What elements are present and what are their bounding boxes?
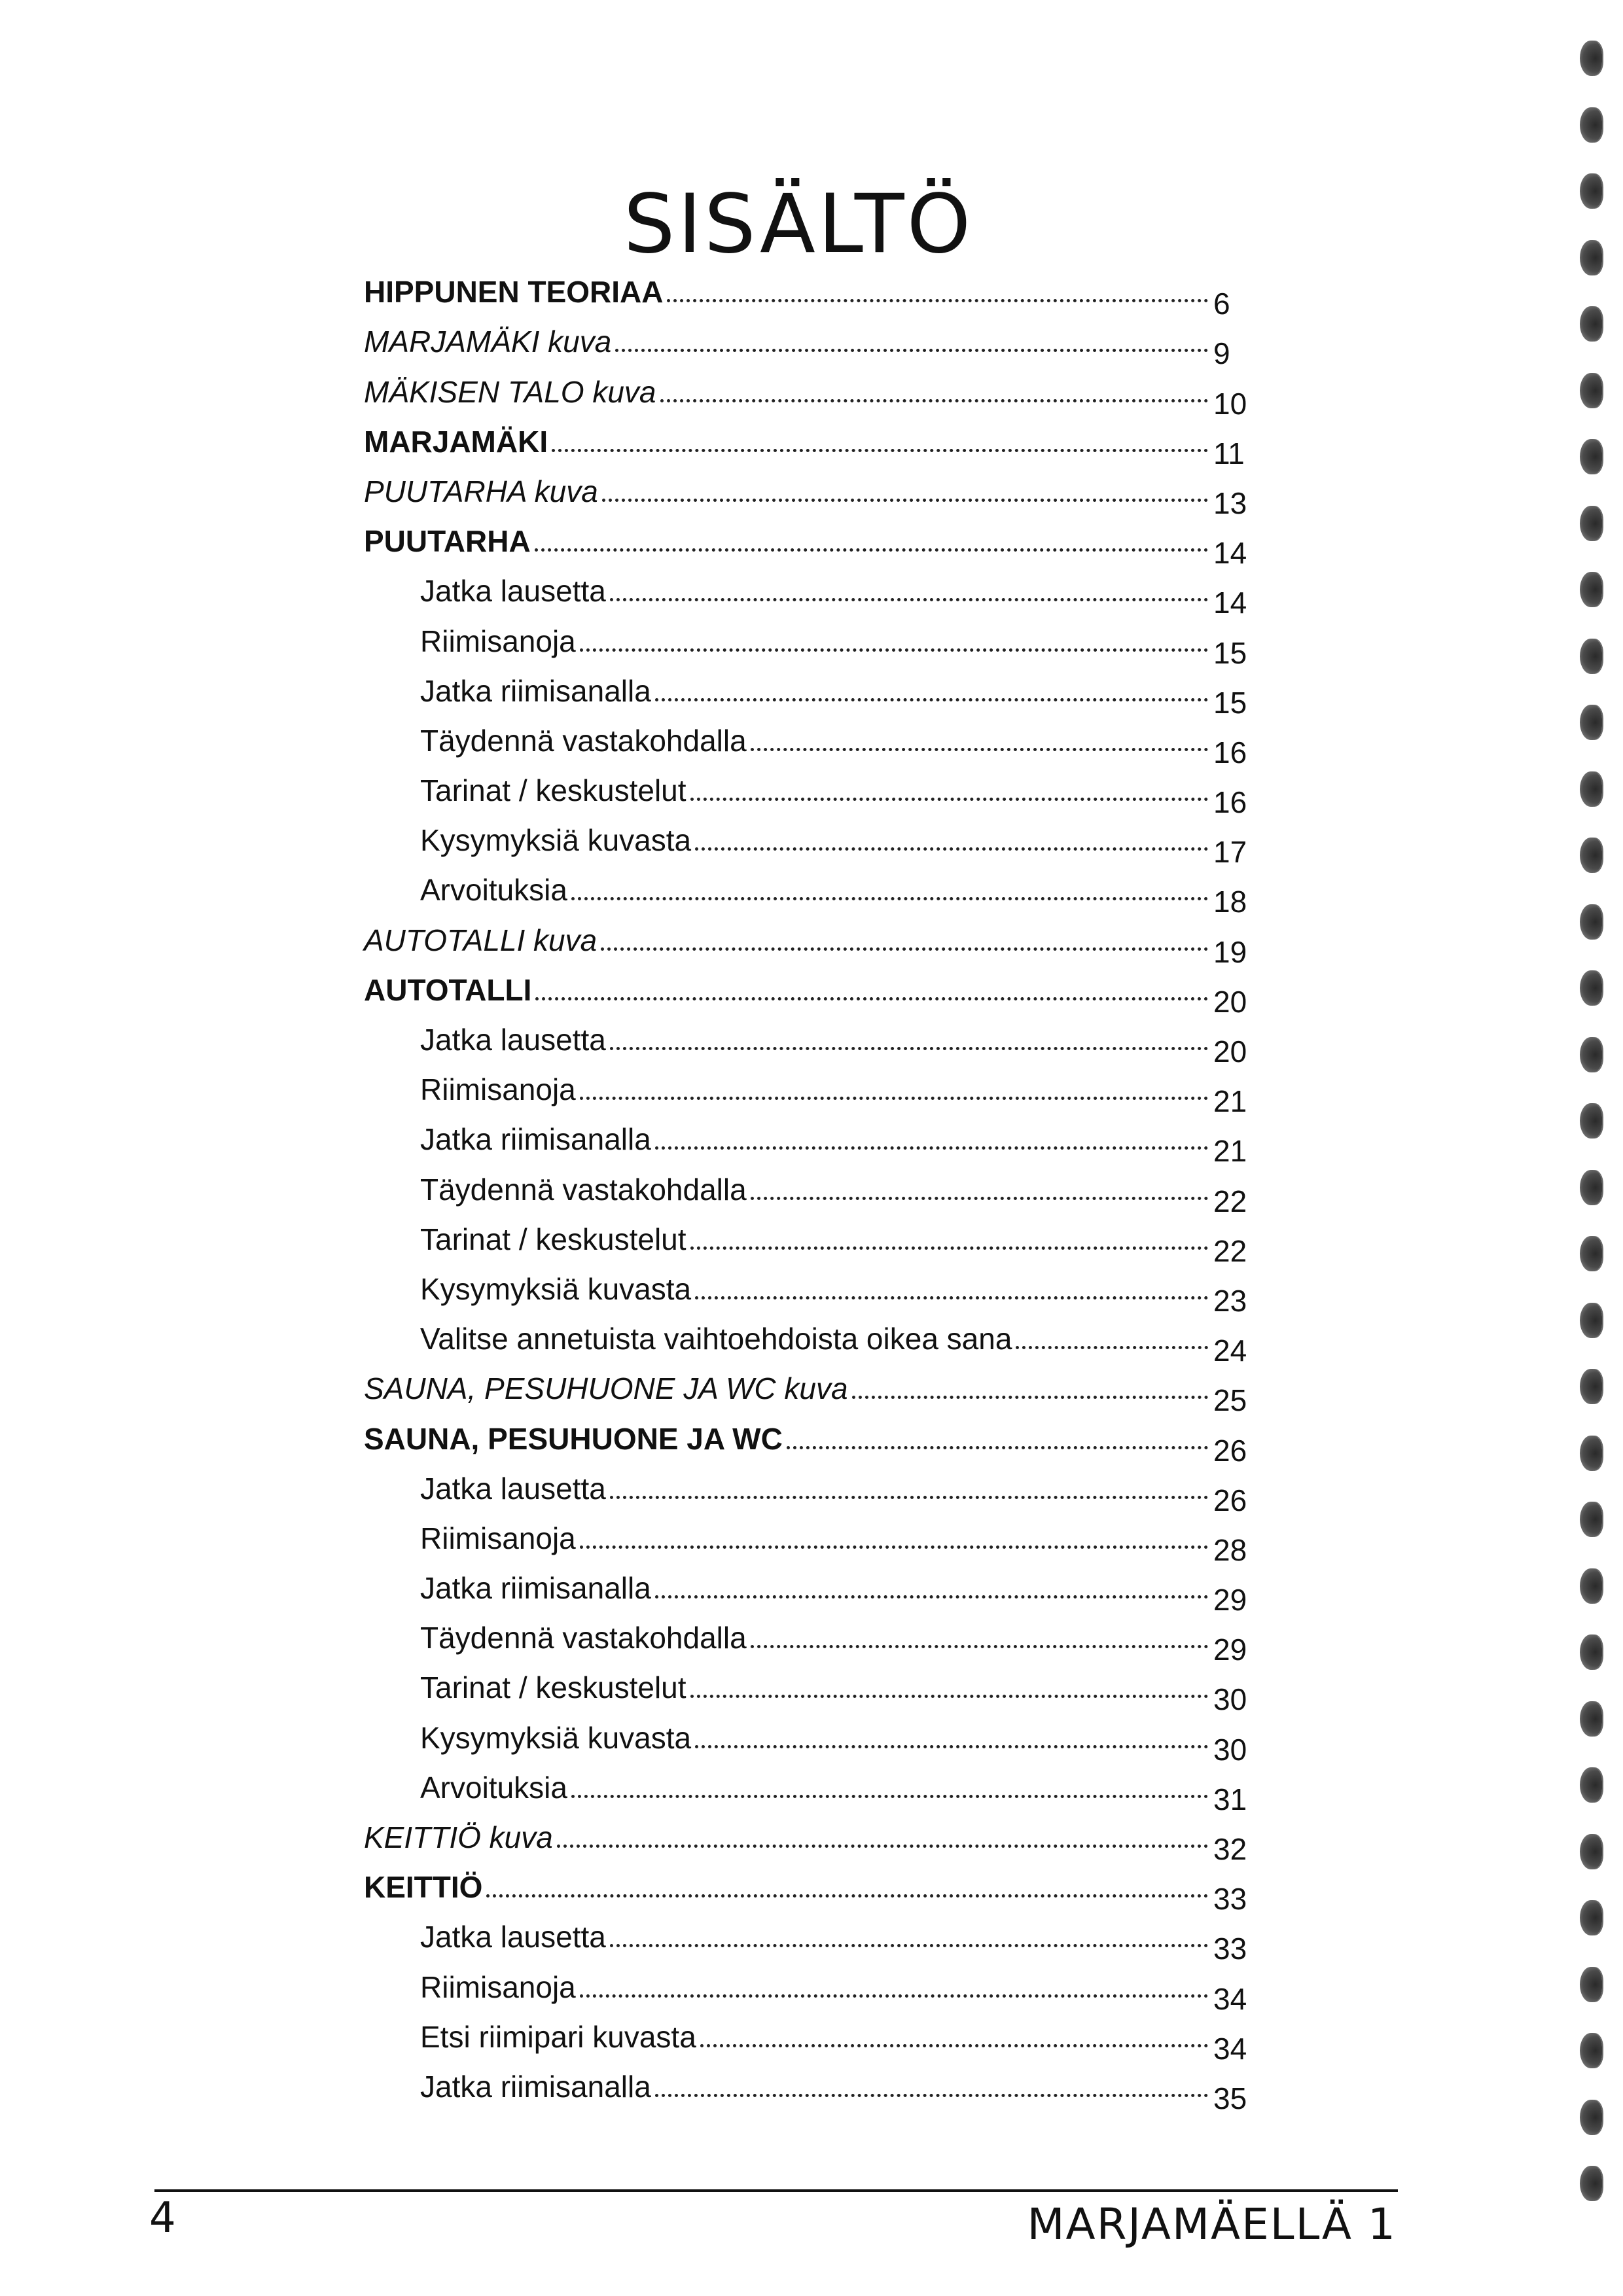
dot-leader (751, 1645, 1208, 1648)
toc-entry-page: 16 (1213, 785, 1247, 820)
toc-entry-page: 11 (1213, 436, 1245, 470)
toc-entry-label: Riimisanoja (420, 1969, 576, 2004)
binding-hole (1580, 173, 1602, 209)
toc-entry-label: PUUTARHA kuva (364, 474, 598, 508)
toc-entry-label: AUTOTALLI (364, 972, 532, 1007)
toc-entry-page: 31 (1213, 1782, 1247, 1816)
dot-leader (852, 1396, 1208, 1399)
binding-hole (1580, 1900, 1602, 1935)
toc-entry-label: Kysymyksiä kuvasta (420, 1271, 692, 1306)
toc-entry-label: AUTOTALLI kuva (364, 923, 597, 957)
dot-leader (610, 1496, 1208, 1499)
binding-hole (1580, 2100, 1602, 2135)
toc-entry-page: 21 (1213, 1084, 1247, 1119)
toc-entry-page: 32 (1213, 1832, 1247, 1866)
binding-hole (1580, 838, 1602, 873)
toc-entry-label: Kysymyksiä kuvasta (420, 1720, 692, 1755)
toc-entry-label: Tarinat / keskustelut (420, 1222, 687, 1256)
toc-entry-label: Riimisanoja (420, 1521, 576, 1555)
dot-leader (610, 598, 1208, 601)
dot-leader (557, 1845, 1208, 1848)
toc-entry-label: PUUTARHA (364, 524, 531, 559)
toc-entry-page: 14 (1213, 536, 1247, 571)
toc-entry (364, 959, 1254, 1019)
toc-entry-page: 34 (1213, 1981, 1247, 2016)
toc-entry (364, 310, 1254, 371)
dot-leader (610, 1944, 1208, 1947)
page-title: SISÄLTÖ (623, 177, 974, 272)
toc-entry-label: SAUNA, PESUHUONE JA WC kuva (364, 1371, 848, 1406)
toc-entry-label: Jatka riimisanalla (420, 673, 651, 708)
toc-entry-page: 22 (1213, 1184, 1247, 1218)
toc-entry-page: 18 (1213, 885, 1247, 919)
toc-entry-label: Arvoituksia (420, 1770, 567, 1805)
toc-entry-page: 25 (1213, 1383, 1247, 1418)
toc-entry-page: 9 (1213, 336, 1230, 371)
dot-leader (602, 499, 1208, 502)
toc-entry-page: 34 (1213, 2031, 1247, 2066)
toc-entry (364, 1258, 1254, 1318)
toc-entry-page: 28 (1213, 1532, 1247, 1567)
toc-entry (364, 2005, 1254, 2066)
toc-entry-page: 15 (1213, 685, 1247, 720)
toc-entry-label: Etsi riimipari kuvasta (420, 2019, 696, 2054)
binding-hole (1580, 1568, 1602, 1604)
toc-entry (364, 1307, 1254, 1368)
toc-entry (364, 1457, 1254, 1517)
toc-entry (364, 858, 1254, 919)
toc-entry (364, 410, 1254, 470)
binding-hole (1580, 904, 1602, 940)
binding-hole (1580, 705, 1602, 740)
dot-leader (571, 1795, 1208, 1798)
toc-entry-label: Jatka riimisanalla (420, 1122, 651, 1157)
toc-entry-label: Jatka riimisanalla (420, 1571, 651, 1606)
dot-leader (695, 847, 1208, 851)
dot-leader (690, 1246, 1208, 1250)
dot-leader (535, 548, 1208, 552)
toc-entry (364, 1856, 1254, 1916)
toc-entry (364, 660, 1254, 720)
toc-entry-page: 30 (1213, 1732, 1247, 1767)
toc-entry-label: MARJAMÄKI (364, 424, 548, 459)
table-of-contents (364, 260, 1254, 2115)
toc-entry-page: 29 (1213, 1583, 1247, 1617)
toc-entry (364, 1507, 1254, 1567)
toc-entry (364, 260, 1254, 321)
toc-entry-label: Jatka lausetta (420, 1920, 606, 1954)
binding-hole (1580, 1701, 1602, 1737)
binding-hole (1580, 1236, 1602, 1271)
toc-entry (364, 1656, 1254, 1717)
dot-leader (580, 1545, 1208, 1549)
binding-hole (1580, 1103, 1602, 1139)
page-number: 4 (149, 2194, 176, 2242)
binding-hole (1580, 639, 1602, 674)
binding-hole (1580, 1436, 1602, 1471)
toc-entry-label: KEITTIÖ (364, 1870, 483, 1905)
toc-entry (364, 1357, 1254, 1418)
toc-entry-label: KEITTIÖ kuva (364, 1820, 553, 1854)
toc-entry-label: Jatka riimisanalla (420, 2069, 651, 2104)
binding-hole (1580, 1170, 1602, 1205)
dot-leader (1016, 1346, 1208, 1349)
dot-leader (655, 1146, 1208, 1150)
toc-entry (364, 1557, 1254, 1617)
toc-entry-label: Riimisanoja (420, 1072, 576, 1107)
dot-leader (552, 449, 1208, 452)
toc-entry-page: 30 (1213, 1682, 1247, 1717)
dot-leader (690, 798, 1208, 801)
toc-entry (364, 809, 1254, 870)
toc-entry (364, 1058, 1254, 1119)
toc-entry-label: HIPPUNEN TEORIAA (364, 275, 664, 309)
toc-entry (364, 1108, 1254, 1169)
binding-hole (1580, 1967, 1602, 2002)
binding-hole (1580, 1634, 1602, 1670)
dot-leader (690, 1695, 1208, 1698)
dot-leader (695, 1745, 1208, 1748)
toc-entry (364, 1955, 1254, 2016)
binding-hole (1580, 107, 1602, 143)
toc-entry-label: SAUNA, PESUHUONE JA WC (364, 1421, 783, 1456)
toc-entry-label: Jatka lausetta (420, 1023, 606, 1057)
toc-entry-label: Tarinat / keskustelut (420, 773, 687, 808)
toc-entry-label: Arvoituksia (420, 873, 567, 908)
footer-divider (154, 2189, 1398, 2192)
dot-leader (580, 1994, 1208, 1998)
binding-hole (1580, 240, 1602, 275)
toc-entry-page: 26 (1213, 1483, 1247, 1517)
dot-leader (580, 1097, 1208, 1100)
toc-entry (364, 759, 1254, 820)
binding-hole (1580, 572, 1602, 607)
toc-entry (364, 460, 1254, 520)
dot-leader (535, 997, 1208, 1000)
toc-entry-page: 6 (1213, 287, 1230, 321)
dot-leader (615, 349, 1208, 352)
dot-leader (486, 1894, 1208, 1898)
toc-entry (364, 2055, 1254, 2115)
binding-hole (1580, 1369, 1602, 1404)
binding-hole (1580, 970, 1602, 1006)
toc-entry-page: 21 (1213, 1134, 1247, 1169)
dot-leader (695, 1296, 1208, 1299)
toc-entry-label: Tarinat / keskustelut (420, 1670, 687, 1705)
toc-entry (364, 1407, 1254, 1468)
spiral-binding (1571, 0, 1623, 2296)
toc-entry-page: 26 (1213, 1433, 1247, 1468)
dot-leader (751, 748, 1208, 751)
toc-entry (364, 1806, 1254, 1866)
toc-entry-label: Kysymyksiä kuvasta (420, 823, 692, 858)
toc-entry-page: 23 (1213, 1283, 1247, 1318)
binding-hole (1580, 2033, 1602, 2068)
dot-leader (571, 897, 1208, 900)
toc-entry-label: Jatka lausetta (420, 574, 606, 609)
dot-leader (580, 648, 1208, 652)
binding-hole (1580, 1502, 1602, 1537)
binding-hole (1580, 1834, 1602, 1869)
dot-leader (655, 698, 1208, 701)
toc-entry (364, 1905, 1254, 1966)
toc-entry-page: 35 (1213, 2081, 1247, 2115)
dot-leader (601, 947, 1208, 951)
toc-entry (364, 1606, 1254, 1667)
binding-hole (1580, 439, 1602, 474)
binding-hole (1580, 41, 1602, 76)
dot-leader (655, 1595, 1208, 1598)
binding-hole (1580, 1303, 1602, 1338)
dot-leader (787, 1446, 1208, 1449)
toc-entry-label: Täydennä vastakohdalla (420, 723, 747, 758)
toc-entry-label: Jatka lausetta (420, 1471, 606, 1506)
toc-entry-page: 10 (1213, 386, 1247, 421)
toc-entry (364, 559, 1254, 620)
binding-hole (1580, 1767, 1602, 1803)
toc-entry (364, 1157, 1254, 1218)
binding-hole (1580, 1037, 1602, 1072)
toc-entry-page: 14 (1213, 586, 1247, 620)
toc-entry-page: 16 (1213, 735, 1247, 769)
toc-entry (364, 1756, 1254, 1816)
toc-entry-page: 33 (1213, 1882, 1247, 1916)
binding-hole (1580, 306, 1602, 342)
dot-leader (700, 2044, 1208, 2047)
toc-entry (364, 1706, 1254, 1767)
toc-entry-page: 15 (1213, 635, 1247, 670)
toc-entry-page: 20 (1213, 1034, 1247, 1069)
dot-leader (655, 2094, 1208, 2097)
binding-hole (1580, 373, 1602, 408)
toc-entry-page: 13 (1213, 486, 1247, 520)
toc-entry-label: Täydennä vastakohdalla (420, 1172, 747, 1207)
toc-entry-page: 19 (1213, 934, 1247, 969)
toc-entry (364, 1008, 1254, 1069)
toc-entry-page: 22 (1213, 1233, 1247, 1268)
toc-entry (364, 360, 1254, 421)
toc-entry-label: Täydennä vastakohdalla (420, 1621, 747, 1655)
dot-leader (667, 299, 1208, 302)
toc-entry (364, 510, 1254, 571)
dot-leader (751, 1197, 1208, 1200)
binding-hole (1580, 2166, 1602, 2201)
toc-entry (364, 908, 1254, 969)
binding-hole (1580, 771, 1602, 807)
toc-entry-page: 17 (1213, 835, 1247, 870)
toc-entry-page: 33 (1213, 1932, 1247, 1966)
binding-hole (1580, 506, 1602, 541)
toc-entry-label: Riimisanoja (420, 624, 576, 658)
toc-entry-page: 29 (1213, 1633, 1247, 1667)
toc-entry-page: 20 (1213, 984, 1247, 1019)
book-title: MARJAMÄELLÄ 1 (1027, 2199, 1397, 2250)
toc-entry (364, 1208, 1254, 1268)
toc-entry-label: Valitse annetuista vaihtoehdoista oikea sana (420, 1322, 1012, 1356)
toc-entry-page: 24 (1213, 1333, 1247, 1368)
dot-leader (610, 1047, 1208, 1050)
toc-entry-label: MÄKISEN TALO kuva (364, 374, 656, 409)
toc-entry-label: MARJAMÄKI kuva (364, 325, 612, 359)
toc-entry (364, 609, 1254, 670)
toc-entry (364, 709, 1254, 769)
dot-leader (660, 399, 1208, 402)
